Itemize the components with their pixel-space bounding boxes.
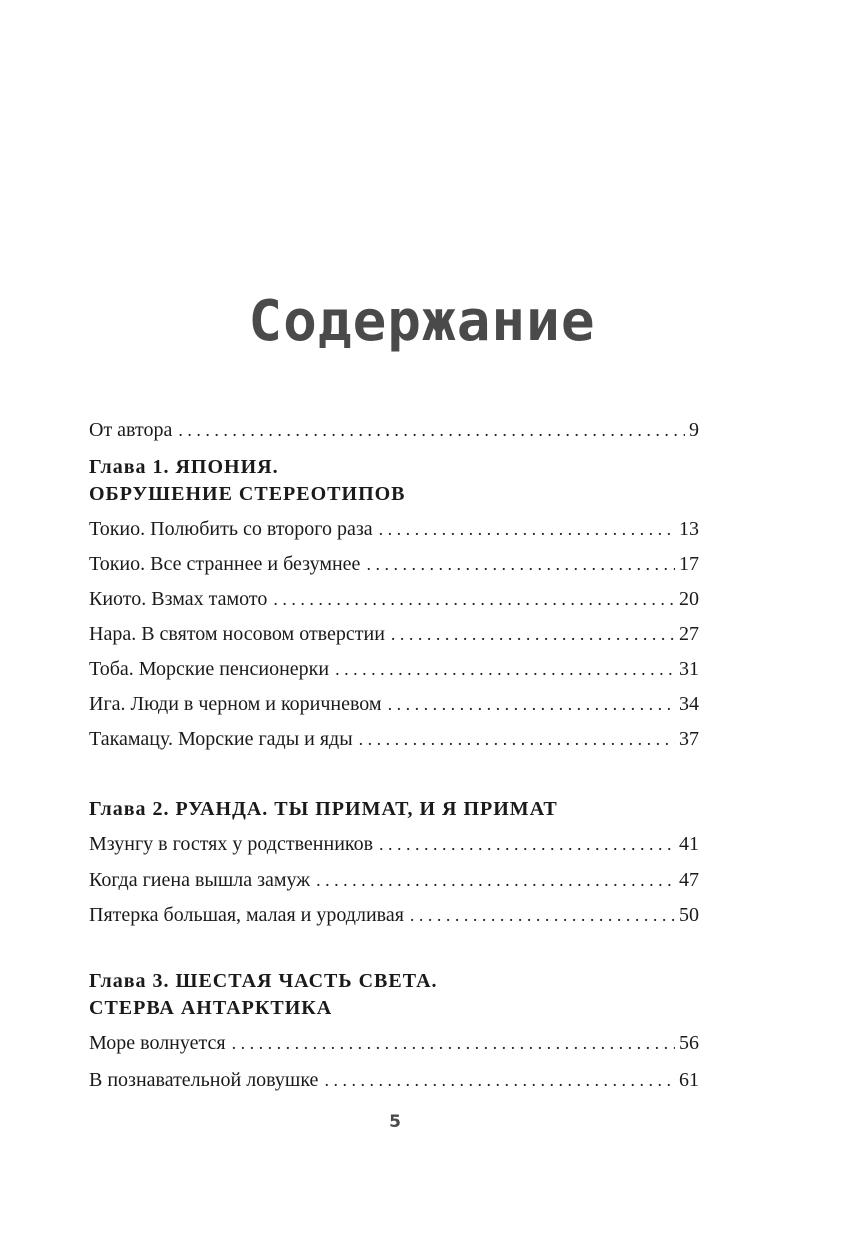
dot-leader	[410, 900, 675, 930]
toc-entry-title: Тоба. Морские пенсионерки	[89, 658, 330, 680]
toc-entry-title: Нара. В святом носовом отверстии	[89, 623, 385, 645]
toc-entry	[89, 1028, 699, 1058]
toc-entry-title: Киото. Взмах тамото	[89, 588, 268, 610]
toc-entry	[89, 724, 699, 754]
dot-leader	[366, 549, 675, 579]
toc-entry-page: 13	[679, 518, 699, 540]
toc-entry-preface	[89, 415, 699, 445]
toc-entry-page: 31	[679, 658, 699, 680]
toc-entry-page: 20	[679, 588, 699, 610]
dot-leader	[379, 514, 675, 544]
chapter-heading-subtitle: СТЕРВА АНТАРКТИКА	[89, 997, 333, 1019]
chapter-heading: Глава 1. ЯПОНИЯ.	[89, 456, 279, 478]
toc-entry-page: 37	[679, 728, 699, 750]
dot-leader	[324, 1065, 675, 1095]
toc-entry	[89, 1065, 699, 1095]
toc-entry-title: Токио. Все страннее и безумнее	[89, 553, 361, 575]
dot-leader	[316, 865, 675, 895]
page-title: Содержание	[248, 289, 596, 354]
page-number: 5	[389, 1112, 401, 1132]
toc-entry-page: 47	[679, 869, 699, 891]
toc-entry-title: Когда гиена вышла замуж	[89, 869, 311, 891]
toc-entry-page: 27	[679, 623, 699, 645]
toc-entry-page: 34	[679, 693, 699, 715]
toc-entry-title: Токио. Полюбить со второго раза	[89, 518, 373, 540]
dot-leader	[232, 1028, 675, 1058]
toc-entry-title: Такамацу. Морские гады и яды	[89, 728, 353, 750]
toc-entry	[89, 829, 699, 859]
toc-entry-title: Море волнуется	[89, 1032, 226, 1054]
toc-entry-title: От автора	[89, 419, 173, 441]
toc-entry-page: 41	[679, 833, 699, 855]
chapter-heading-subtitle: ОБРУШЕНИЕ СТЕРЕОТИПОВ	[89, 483, 406, 505]
toc-entry	[89, 865, 699, 895]
toc-entry-page: 50	[679, 904, 699, 926]
toc-entry	[89, 549, 699, 579]
dot-leader	[178, 415, 685, 445]
dot-leader	[391, 619, 675, 649]
toc-entry	[89, 514, 699, 544]
toc-entry-page: 9	[689, 419, 699, 441]
toc-entry-page: 17	[679, 553, 699, 575]
toc-entry-title: Ига. Люди в черном и коричневом	[89, 693, 382, 715]
chapter-heading: Глава 3. ШЕСТАЯ ЧАСТЬ СВЕТА.	[89, 970, 438, 992]
dot-leader	[379, 829, 675, 859]
dot-leader	[359, 724, 675, 754]
toc-entry-page: 61	[679, 1069, 699, 1091]
toc-entry-title: Мзунгу в гостях у родственников	[89, 833, 374, 855]
toc-entry	[89, 654, 699, 684]
toc-entry-page: 56	[679, 1032, 699, 1054]
chapter-heading: Глава 2. РУАНДА. ТЫ ПРИМАТ, И Я ПРИМАТ	[89, 798, 558, 820]
toc-entry-title: Пятерка большая, малая и уродливая	[89, 904, 404, 926]
toc-entry	[89, 900, 699, 930]
toc-entry	[89, 689, 699, 719]
toc-entry	[89, 619, 699, 649]
dot-leader	[388, 689, 675, 719]
dot-leader	[273, 584, 675, 614]
toc-entry	[89, 584, 699, 614]
toc-entry-title: В познавательной ловушке	[89, 1069, 319, 1091]
dot-leader	[335, 654, 675, 684]
